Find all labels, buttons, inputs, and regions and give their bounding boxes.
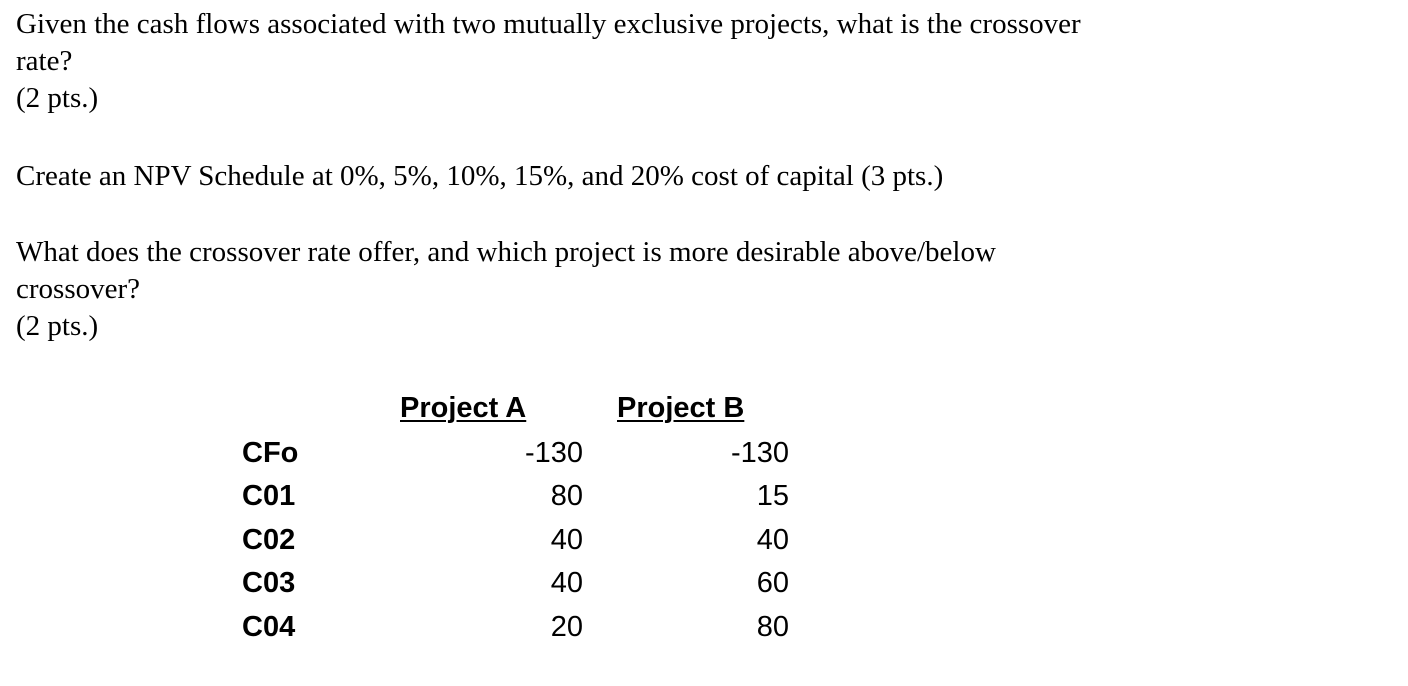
- table-row: [0, 567, 1408, 611]
- table-row: [0, 437, 1408, 481]
- project-a-value: 20: [550, 611, 583, 643]
- row-label: C04: [242, 611, 296, 643]
- question-points: (2 pts.): [16, 310, 99, 342]
- project-a-value: -130: [524, 437, 583, 469]
- table-row: [0, 611, 1408, 655]
- project-b-value: -130: [730, 437, 789, 469]
- question-line: crossover?: [16, 273, 141, 305]
- project-b-value: 60: [756, 567, 789, 599]
- row-label: C03: [242, 567, 296, 599]
- question-crossover-rate: [16, 6, 1081, 117]
- question-line: Given the cash flows associated with two mutually exclusive projects, what is the crossover: [16, 8, 1081, 40]
- question-line: What does the crossover rate offer, and which project is more desirable above/below: [16, 236, 996, 268]
- question-npv-schedule: [16, 158, 943, 195]
- project-a-value: 40: [550, 524, 583, 556]
- table-row: [0, 480, 1408, 524]
- question-points: (2 pts.): [16, 82, 99, 114]
- project-b-value: 80: [756, 611, 789, 643]
- question-crossover-meaning: [16, 234, 996, 345]
- row-label: C02: [242, 524, 296, 556]
- question-line: Create an NPV Schedule at 0%, 5%, 10%, 15%, and 20% cost of capital (3 pts.): [16, 160, 944, 192]
- project-b-value: 15: [756, 480, 789, 512]
- row-label: CFo: [242, 437, 299, 469]
- column-header-project-a: Project A: [400, 392, 527, 424]
- row-label: C01: [242, 480, 296, 512]
- column-header-project-b: Project B: [617, 392, 745, 424]
- question-line: rate?: [16, 45, 73, 77]
- table-row: [0, 524, 1408, 568]
- project-a-value: 40: [550, 567, 583, 599]
- project-a-value: 80: [550, 480, 583, 512]
- project-b-value: 40: [756, 524, 789, 556]
